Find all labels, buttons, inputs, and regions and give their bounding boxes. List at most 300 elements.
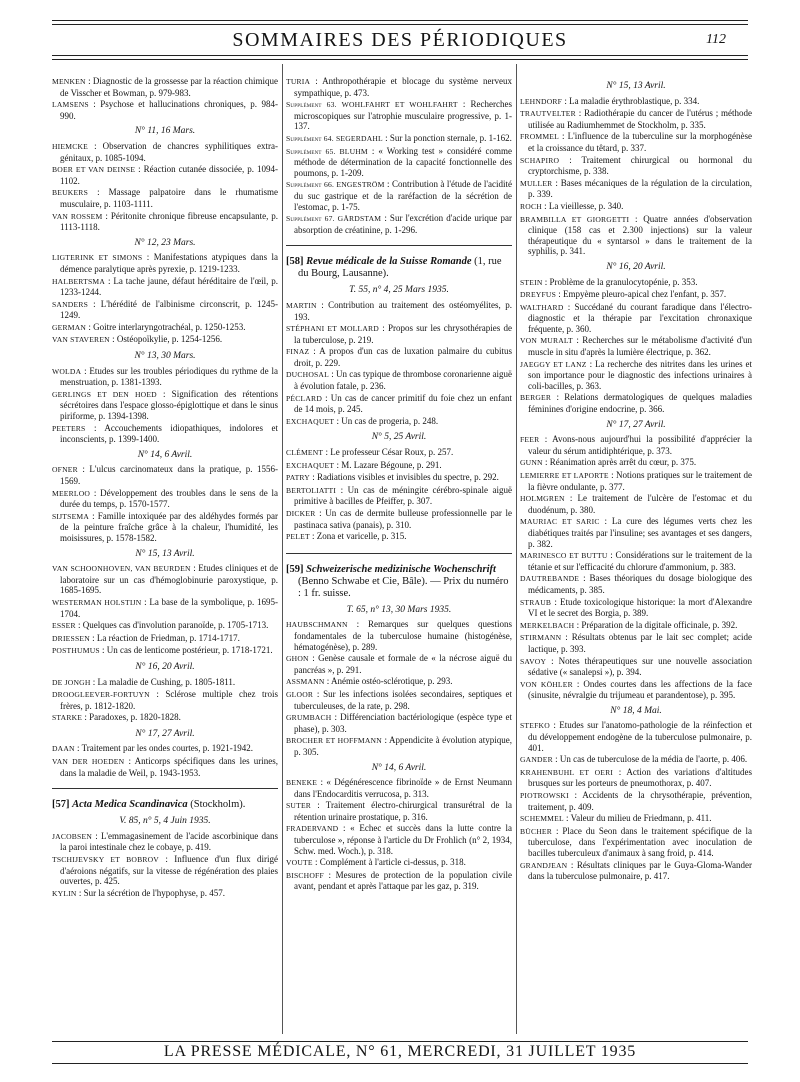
article-author: GUNN (520, 458, 543, 468)
article-title: : La vieillesse, p. 340. (544, 200, 624, 211)
periodical-name: Revue médicale de la Suisse Romande (306, 256, 472, 268)
article-title: : Anticorps spécifiques dans les urines, dans la maladie de Weil, p. 1943-1953. (60, 756, 278, 778)
article-entry (52, 252, 278, 274)
article-author: BRAMBILLA ET GIORGETTI (520, 214, 630, 224)
article-entry (286, 300, 512, 322)
column-right (520, 76, 752, 883)
article-entry (52, 389, 278, 422)
article-title: : Radiations visibles et invisibles du spectre, p. 292. (312, 472, 499, 483)
article-title: : Etudes sur l'anatomo-pathologie de la réinfection et du développement endogène de la tuberculose pulmonaire, p. 401. (528, 720, 753, 753)
article-author: GRANDJEAN (520, 860, 568, 870)
article-author: MERKELBACH (520, 620, 575, 630)
article-author: DAAN (52, 744, 75, 754)
article-entry (52, 888, 278, 900)
article-entry (52, 423, 278, 445)
article-title: : Etudes cliniques et de laboratoire sur un cas d'hémoglobinurie paroxystique, p. 1685-1695. (60, 563, 278, 596)
section-separator (286, 245, 512, 246)
periodical-number: [59] (286, 563, 304, 575)
article-entry (286, 416, 512, 428)
header-rule (52, 55, 748, 56)
article-author: LEMIERRE ET LAPORTE (520, 471, 609, 480)
issue-heading: T. 55, n° 4, 25 Mars 1935. (349, 285, 449, 296)
article-author: MAURIAC ET SARIC (520, 517, 600, 527)
article-author: PIOTROWSKI (520, 791, 569, 801)
article-entry (52, 854, 278, 887)
article-title: : Un cas de méningite cérébro-spinale aiguë primitive à bacilles de Pfeiffer, p. 307. (294, 484, 513, 507)
article-title: : Propos sur les chrysothérapies de la tuberculose, p. 219. (294, 323, 513, 345)
article-author: VON MURALT (520, 336, 573, 346)
article-title: : M. Lazare Bégoune, p. 291. (336, 459, 442, 470)
issue-heading: N° 15, 13 Avril. (606, 81, 666, 91)
article-title: : Avons-nous aujourd'hui la possibilité d'apprécier la valeur du sérum antidiphtérique, p. 373. (528, 434, 752, 456)
top-rule (52, 20, 748, 21)
article-entry (286, 393, 512, 415)
article-entry (52, 831, 278, 853)
article-author: SUTER (286, 801, 312, 811)
article-title: : Genèse causale et formale de « la nécrose aiguë du pancréas », p. 291. (294, 653, 513, 675)
article-title: : Action des variations d'altitudes brusques sur les porteurs de pneumothorax, p. 407. (528, 766, 752, 789)
article-title: : Mesures de protection de la population civile avant, pendant et après l'attaque par les gaz, p. 319. (294, 869, 513, 892)
article-author: PELET (286, 532, 310, 542)
article-title: : Anthropothérapie et blocage du système nerveux sympathique, p. 473. (294, 76, 512, 98)
article-title: : Traitement par les ondes courtes, p. 1921-1942. (77, 743, 253, 754)
article-author: EXCHAQUET (286, 416, 335, 426)
article-author: STÉPHANI ET MOLLARD (286, 324, 379, 334)
article-title: : Zona et varicelle, p. 315. (312, 531, 407, 542)
article-title: : La recherche des nitrites dans les urines et son importance pour le diagnostic des infections urinaires à coli-bacilles, p. 363. (528, 358, 753, 391)
article-entry (286, 676, 512, 688)
article-entry (520, 335, 752, 357)
periodical-name: Acta Medica Scandinavica (72, 799, 188, 811)
article-title: : Empyème pleuro-apical chez l'enfant, p. 357. (558, 289, 727, 300)
article-entry (520, 620, 752, 632)
article-entry (520, 767, 752, 789)
article-entry (52, 334, 278, 346)
article-title: : Radiothérapie du cancer de l'utérus ; méthode utilisée au Radiumhemmet de Stockholm, p. 335. (528, 108, 753, 130)
article-title: : Résultats obtenus par le lait sec complet; acide lactique, p. 393. (528, 632, 753, 654)
article-title: : Quelques cas d'involution paranoïde, p. 1705-1713. (78, 620, 269, 631)
section-separator (286, 553, 512, 554)
article-author: SCHEMMEL (520, 814, 564, 824)
article-entry (286, 179, 512, 212)
footer-line: LA PRESSE MÉDICALE, N° 61, MERCREDI, 31 JUILLET 1935 (163, 1043, 637, 1060)
article-author: DROOGLEEVER-FORTUYN (52, 690, 150, 700)
article-author: VAN ROSSEM (52, 211, 103, 221)
article-entry (52, 164, 278, 186)
article-author: TURIA (286, 77, 311, 86)
article-title: : Un cas typique de thrombose coronarienne aiguë à évolution fatale, p. 236. (294, 369, 512, 392)
issue-heading: N° 17, 27 Avril. (606, 419, 666, 430)
article-author: SAVOY (520, 656, 547, 666)
article-entry (520, 813, 752, 825)
article-entry (286, 460, 512, 472)
article-author: DE JONGH (52, 677, 91, 687)
article-entry (52, 620, 278, 632)
article-entry (286, 800, 512, 822)
article-entry (52, 276, 278, 298)
article-title: : Anémie ostéo-sclérotique, p. 293. (326, 676, 453, 687)
article-author: JAEGGY ET LANZ (520, 359, 587, 369)
article-title: : L'ulcus carcinomateux dans la pratique, p. 1556-1569. (60, 464, 279, 486)
article-author: BERTOLIATTI (286, 485, 337, 495)
article-title: : Péritonite chronique fibreuse encapsulante, p. 1113-1118. (60, 210, 278, 233)
article-author: MULLER (520, 178, 553, 188)
article-author: SANDERS (52, 299, 89, 309)
article-author: STRAUB (520, 597, 552, 607)
article-author: HOLMGREN (520, 494, 565, 504)
article-title: : L'influence de la tuberculine sur la morphogénèse et la croissance du têtard, p. 337. (528, 131, 752, 153)
article-entry (286, 472, 512, 484)
article-entry (52, 141, 278, 163)
article-title: : Ostéopoïkylie, p. 1254-1256. (112, 334, 223, 345)
article-author: STARKE (52, 713, 83, 723)
article-entry (52, 743, 278, 755)
article-entry (286, 447, 512, 459)
article-author: Supplément 64. SEGERDAHL (286, 133, 383, 143)
issue-heading: N° 11, 16 Mars. (134, 126, 196, 137)
article-entry (52, 677, 278, 689)
article-title: : Réaction cutanée dissociée, p. 1094-1102. (60, 164, 278, 186)
article-title: : Appendicite à évolution atypique, p. 305. (294, 735, 512, 757)
article-author: CLÉMENT (286, 448, 324, 458)
article-author: GRUMBACH (286, 713, 332, 723)
article-title: : Manifestations atypiques dans la démence paralytique après pyrexie, p. 1219-1233. (60, 252, 279, 274)
article-entry (286, 777, 512, 799)
article-title: : La tache jaune, défaut héréditaire de l'œil, p. 1233-1244. (60, 275, 279, 298)
article-author: PEETERS (52, 423, 86, 433)
article-entry (520, 201, 752, 213)
column-divider (516, 64, 517, 1034)
article-title: : Bases mécaniques de la régulation de la circulation, p. 339. (528, 177, 752, 200)
article-title: : Un cas de tuberculose de la média de l'aorte, p. 406. (555, 754, 748, 765)
article-title: : Accidents de la chrysothérapie, prévention, traitement, p. 409. (528, 790, 752, 812)
article-entry (520, 131, 752, 153)
article-author: HIEMCKE (52, 141, 88, 151)
article-title: : Ondes courtes dans les affections de la face (sinusite, névralgie du trijumeau et parandentose), p. 395. (528, 678, 752, 701)
article-author: DICKER (286, 509, 316, 518)
article-author: Supplément 63. WOHLFAHRT ET WOHLFAHRT (286, 100, 458, 110)
issue-heading: N° 16, 20 Avril. (135, 661, 195, 672)
article-title: : Psychose et hallucinations chroniques, p. 984-990. (60, 99, 278, 121)
article-entry (52, 211, 278, 233)
issue-heading: N° 16, 20 Avril. (606, 261, 666, 272)
article-entry (52, 633, 278, 645)
article-author: BEUKERS (52, 188, 88, 198)
article-author: GLOOR (286, 689, 314, 699)
article-entry (520, 860, 752, 882)
article-entry (520, 359, 752, 392)
article-author: KRAHENBUHL ET OERI (520, 767, 614, 777)
article-entry (520, 720, 752, 753)
article-title: : Diagnostic de la grossesse par la réaction chimique de Visscher et Bowman, p. 979-983. (60, 76, 278, 98)
article-title: : Le traitement de l'ulcère de l'estomac et du duodénum, p. 380. (528, 493, 752, 515)
periodical-heading (286, 564, 512, 600)
article-title: : Observation de chancres syphilitiques extra-génitaux, p. 1085-1094. (60, 140, 278, 163)
article-entry (520, 178, 752, 200)
article-title: : Signification des rétentions sécrétoires dans l'espace glosso-épiglottique et dans le sinus piriforme, p. 1394-1398. (60, 388, 279, 422)
article-author: STEFKO (520, 721, 550, 731)
article-entry (286, 346, 512, 368)
article-title: : Famille intoxiquée par des aldéhydes formés par de la peinture fraîche grâce à la chaleur, l'humidité, les moisissures, p. 1578-1582. (60, 510, 278, 543)
article-author: GERMAN (52, 322, 87, 332)
article-author: VAN DER HOEDEN (52, 757, 125, 767)
article-author: HAUBSCHMANN (286, 620, 348, 630)
article-author: WALTHARD (520, 302, 564, 312)
article-title: : L'emmagasinement de l'acide ascorbinique dans la paroi intestinale chez le cobaye, p. 419. (60, 830, 278, 853)
article-entry (52, 488, 278, 510)
article-entry (520, 96, 752, 108)
article-title: : Un cas de progeria, p. 248. (336, 415, 439, 426)
article-title: : « Working test » considéré comme méthode de détermination de la capacité fonctionnelle des poumons, p. 1-209. (294, 145, 512, 178)
article-author: LEHNDORF (520, 96, 563, 106)
article-author: TRAUTVELTER (520, 109, 576, 119)
article-author: LAMSENS (52, 100, 89, 110)
top-rule-thin (52, 24, 748, 25)
article-author: FRADERVAND (286, 824, 339, 834)
article-entry (286, 146, 512, 179)
article-author: SCHAPIRO (520, 155, 560, 165)
article-author: GANDER (520, 755, 553, 765)
article-title: : Influence d'un flux dirigé d'aéroions négatifs, sur la vitesse de régénération des plaies ouvertes, p. 425. (60, 854, 279, 887)
article-title: : La maladie de Cushing, p. 1805-1811. (92, 676, 236, 687)
article-author: VAN SCHOONHOVEN, VAN BEURDEN (52, 564, 191, 574)
periodical-address: (Stockholm). (190, 799, 246, 811)
article-author: TSCHIJEVSKY ET BOBROV (52, 855, 159, 865)
article-author: ESSER (52, 621, 76, 631)
article-entry (286, 712, 512, 734)
article-title: : A propos d'un cas de luxation palmaire du cubitus droit, p. 229. (294, 346, 512, 368)
article-author: MARINESCO ET BUTTU (520, 551, 608, 561)
article-author: LIGTERINK ET SIMONS (52, 253, 143, 263)
article-title: : Sclérose multiple chez trois frères, p. 1812-1820. (60, 689, 278, 711)
article-title: : Un cas de lenticome postérieur, p. 1718-1721. (102, 645, 273, 656)
column-divider (282, 64, 283, 1034)
article-title: : Etude toxicologique historique: la mort d'Alexandre VI et le secret des Borgia, p. 389. (528, 596, 753, 619)
article-title: : Sur l'excrétion d'acide urique par absorption de créatinine, p. 1-296. (294, 213, 512, 235)
article-author: FEER (520, 435, 540, 445)
article-author: Supplément 65. BLUHM (286, 146, 368, 156)
article-entry (52, 597, 278, 619)
article-author: SIJTSEMA (52, 511, 90, 521)
article-entry (286, 619, 512, 652)
article-author: VOUTE (286, 858, 313, 868)
article-author: WESTERMAN HOLSTIJN (52, 597, 142, 607)
article-title: : Sur la ponction sternale, p. 1-162. (385, 132, 512, 143)
section-separator (52, 788, 278, 789)
article-entry (520, 457, 752, 469)
article-entry (520, 573, 752, 595)
periodical-name: Schweizerische medizinische Wochenschrift (306, 563, 496, 575)
article-title: : Un cas de dermite bulleuse professionnelle par le pastinaca sativa (panais), p. 310. (294, 508, 512, 530)
article-title: : Contribution au traitement des ostéomyélites, p. 193. (294, 299, 513, 322)
article-entry (286, 531, 512, 543)
article-entry (52, 464, 278, 486)
article-entry (286, 369, 512, 391)
article-author: FINAZ (286, 347, 310, 357)
article-author: STIRMANN (520, 633, 562, 643)
article-entry (520, 302, 752, 335)
article-entry (286, 99, 512, 132)
article-title: : Considérations sur le traitement de la tétanie et sur l'efficacité du chlorure d'ammonium, p. 383. (528, 550, 753, 572)
article-author: Supplément 67. GÅRDSTAM (286, 214, 382, 224)
article-author: EXCHAQUET (286, 460, 335, 470)
article-author: DRIESSEN (52, 633, 90, 643)
issue-heading: N° 13, 30 Mars. (134, 351, 196, 362)
article-title: : Sur les infections isolées secondaires, septiques et tuberculeuses, de la rate, p. 298. (294, 688, 512, 711)
article-title: : Quatre années d'observation clinique (158 cas et 2.300 injections) sur la valeur thérapeutique du « syntarsol » dans le traitement de la syphilis, p. 341. (528, 213, 752, 257)
article-entry (52, 99, 278, 121)
issue-heading: N° 5, 25 Avril. (371, 432, 427, 443)
article-author: POSTHUMUS (52, 646, 100, 656)
article-author: FROMMEL (520, 132, 559, 142)
article-author: ASSMANN (286, 677, 325, 687)
article-entry (520, 214, 752, 257)
article-title: : Réanimation après arrêt du cœur, p. 375. (545, 457, 697, 468)
article-author: MENKEN (52, 77, 86, 86)
article-title: : Recherches microscopiques sur l'atrophie musculaire progressive, p. 1-137. (294, 99, 512, 132)
article-title: : Un cas de cancer primitif du foie chez un enfant de 14 mois, p. 245. (294, 392, 513, 415)
article-entry (286, 689, 512, 711)
article-title: : Valeur du milieu de Friedmann, p. 411. (566, 813, 712, 824)
issue-heading: N° 18, 4 Mai. (610, 705, 662, 716)
article-entry (52, 563, 278, 596)
article-entry (520, 632, 752, 654)
article-author: BISCHOFF (286, 870, 324, 880)
article-entry (520, 493, 752, 515)
article-title: : Résultats cliniques par le Guya-Gloma-Wander dans la tuberculose pulmonaire, p. 417. (528, 859, 752, 882)
article-title: : Relations dermatologiques de quelques maladies féminines d'origine endocrine, p. 366. (528, 392, 752, 415)
article-title: : Contribution à l'étude de l'acidité du suc gastrique et de la raréfaction de la sécrétion de l'estomac, p. 1-75. (294, 179, 512, 212)
article-title: : Paradoxes, p. 1820-1828. (84, 712, 181, 723)
periodical-number: [57] (52, 799, 70, 811)
article-title: : Bases théoriques du dosage biologique des médicaments, p. 385. (528, 573, 753, 595)
article-entry (52, 366, 278, 388)
issue-heading: T. 65, n° 13, 30 Mars 1935. (346, 604, 452, 615)
article-title: : Remarques sur quelques questions fondamentales de la tuberculose humaine (histogénèse, hématogénèse), p. 289. (294, 619, 513, 652)
article-entry (286, 213, 512, 235)
article-title: : Recherches sur le métabolisme d'activité d'un muscle in situ d'après la lumière électrique, p. 362. (528, 335, 752, 358)
article-title: : Notes thérapeutiques sur une nouvelle association sédative (« sanalepsi »), p. 394. (528, 655, 753, 678)
article-author: BROCHER ET HOFFMANN (286, 736, 382, 746)
article-title: : Problème de la granulocytopénie, p. 353. (544, 276, 698, 287)
article-title: : Traitement électro-chirurgical transurétral de la rétention urinaire prostatique, p. 316. (294, 800, 512, 822)
article-author: DUCHOSAL (286, 370, 329, 380)
issue-heading: N° 14, 6 Avril. (371, 762, 427, 773)
article-author: KYLIN (52, 888, 77, 898)
article-author: STEIN (520, 277, 543, 287)
article-author: JACOBSEN (52, 831, 92, 841)
article-author: Supplément 66. ENGESTRÖM (286, 180, 385, 190)
article-entry (286, 76, 512, 98)
article-author: VAN STAVEREN (52, 335, 110, 345)
article-entry (52, 756, 278, 778)
article-author: DAUTREBANDE (520, 574, 580, 584)
periodical-heading (52, 799, 278, 811)
article-author: MEERLOO (52, 488, 91, 498)
article-author: ROCH (520, 201, 542, 211)
article-entry (520, 155, 752, 177)
article-author: GHON (286, 654, 309, 664)
article-title: : Massage palpatoire dans le rhumatisme musculaire, p. 1103-1111. (60, 187, 278, 209)
issue-heading: N° 15, 13 Avril. (135, 548, 195, 559)
article-title: : « Dégénérescence fibrinoïde » de Ernst Neumann dans l'Endocarditis verrucosa, p. 313. (294, 777, 513, 799)
article-entry (286, 857, 512, 869)
page-number: 112 (706, 32, 726, 47)
periodical-number: [58] (286, 256, 304, 268)
article-title: : Goitre interlaryngotrachéal, p. 1250-1253. (88, 321, 246, 332)
article-entry (520, 656, 752, 678)
article-entry (520, 277, 752, 289)
article-title: : Etudes sur les troubles périodiques du rythme de la menstruation, p. 1381-1393. (60, 365, 278, 388)
header-rule-thin (52, 59, 748, 60)
article-entry (52, 299, 278, 321)
article-entry (286, 653, 512, 675)
article-entry (520, 108, 752, 130)
article-title: : Complément à l'article ci-dessus, p. 318. (314, 857, 466, 868)
article-entry (520, 679, 752, 701)
footer-rule-thick (52, 1063, 748, 1064)
article-entry (520, 597, 752, 619)
article-author: DREYFUS (520, 290, 557, 300)
article-entry (286, 735, 512, 757)
article-author: BENEKE (286, 778, 318, 788)
article-author: BÜCHER (520, 826, 553, 836)
article-entry (520, 826, 752, 859)
article-entry (520, 550, 752, 572)
article-entry (286, 870, 512, 892)
article-title: : Traitement chirurgical ou hormonal du cryptorchisme, p. 338. (528, 154, 753, 177)
column-middle (286, 76, 512, 893)
periodical-address: (Benno Schwabe et Cie, Bâle). — Prix du numéro : 1 fr. suisse. (298, 575, 509, 599)
article-title: : La cure des légumes verts chez les diabétiques traités par l'insuline; ses avantages et ses dangers, p. 382. (528, 516, 752, 549)
article-title: : « Echec et succès dans la lutte contre la tuberculose », réponse à l'article du Dr Frohlich (n° 2, 1934, Schw. med. Woch.), p. 318. (294, 823, 513, 856)
article-author: OFNER (52, 465, 78, 475)
article-entry (520, 392, 752, 414)
article-entry (520, 516, 752, 549)
article-entry (286, 823, 512, 856)
article-entry (52, 322, 278, 334)
article-entry (286, 323, 512, 345)
article-title: : Sur la sécrétion de l'hypophyse, p. 457. (78, 887, 225, 898)
footer-rule (52, 1041, 748, 1042)
article-entry (520, 470, 752, 492)
article-author: PATRY (286, 473, 310, 483)
article-title: : Place du Seon dans le traitement spécifique de la tuberculose, dans l'expérimentation avec inoculation de bacilles tuberculeux d'animaux à sang froid, p. 414. (528, 825, 752, 858)
issue-heading: N° 14, 6 Avril. (137, 449, 193, 460)
article-title: : La maladie érythroblastique, p. 334. (564, 95, 700, 106)
column-left (52, 76, 278, 900)
article-title: : Préparation de la digitale officinale, p. 392. (576, 619, 738, 630)
article-title: : Notions pratiques sur le traitement de la fièvre ondulante, p. 377. (528, 470, 753, 492)
periodical-address: (1, rue du Bourg, Lausanne). (298, 256, 502, 280)
article-author: PÉCLARD (286, 393, 322, 403)
article-title: : L'hérédité de l'albinisme circonscrit, p. 1245-1249. (60, 298, 279, 321)
article-title: : Accouchements idiopathiques, indolores et inconscients, p. 1399-1400. (60, 422, 279, 445)
article-entry (52, 712, 278, 724)
periodical-heading (286, 256, 512, 280)
article-title: : Le professeur César Roux, p. 257. (325, 447, 454, 458)
article-author: MARTIN (286, 300, 317, 310)
article-title: : Différenciation bactériologique (espèce type et phase), p. 303. (294, 712, 512, 734)
page-title: SOMMAIRES DES PÉRIODIQUES (232, 29, 568, 51)
article-author: WOLDA (52, 366, 82, 376)
article-entry (520, 754, 752, 766)
article-author: BOER ET VAN DEINSE (52, 165, 136, 175)
article-entry (286, 485, 512, 507)
article-entry (52, 511, 278, 544)
article-author: GERLINGS ET DEN HOED (52, 389, 157, 399)
article-entry (52, 76, 278, 98)
